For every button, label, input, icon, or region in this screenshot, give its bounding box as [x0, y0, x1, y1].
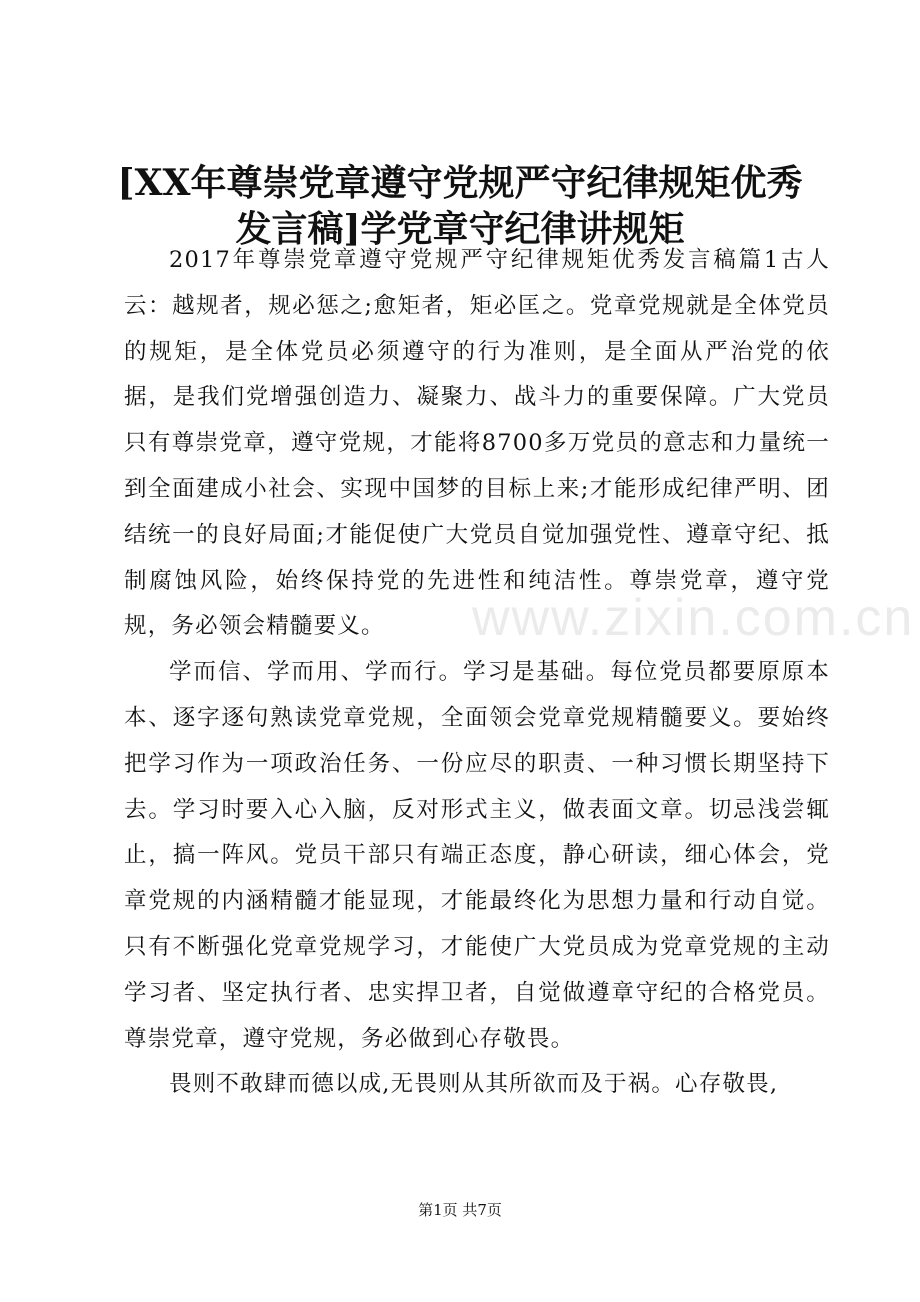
document-body — [124, 238, 830, 1108]
document-title: [XX年尊崇党章遵守党规严守纪律规矩优秀发言稿]学党章守纪律讲规矩 — [117, 162, 803, 250]
page-footer: 第1页 共7页 — [418, 1201, 502, 1219]
paragraph-2: 学而信、学而用、学而行。学习是基础。每位党员都要原原本本、逐字逐句熟读党章党规，全面领会党章党规精髓要义。要始终把学习作为一项政治任务、一份应尽的职责、一种习惯长期坚持下去。学习时要入心入脑，反对形式主义，做表面文章。切忌浅尝辄止，搞一阵风。党员干部只有端正态度，静心研读，细心体会，党章党规的内涵精髓才能显现，才能最终化为思想力量和行动自觉。只有不断强化党章党规学习，才能使广大党员成为党章党规的主动学习者、坚定执行者、忠实捍卫者，自觉做遵章守纪的合格党员。尊崇党章，遵守党规，务必做到心存敬畏。 — [124, 659, 830, 1052]
watermark-text: www.zixin.com.cn — [472, 589, 915, 647]
paragraph-1: 2017年尊崇党章遵守党规严守纪律规矩优秀发言稿篇1古人云：越规者，规必惩之;愈矩者，矩必匡之。党章党规就是全体党员的规矩，是全体党员必须遵守的行为准则，是全面从严治党的依据，是我们党增强创造力、凝聚力、战斗力的重要保障。广大党员只有尊崇党章，遵守党规，才能将8700多万党员的意志和力量统一到全面建成小社会、实现中国梦的目标上来;才能形成纪律严明、团结统一的良好局面;才能促使广大党员自觉加强党性、遵章守纪、抵制腐蚀风险，始终保持党的先进性和纯洁性。尊崇党章，遵守党规，务必领会精髓要义。 — [124, 247, 830, 640]
paragraph-3: 畏则不敢肆而德以成,无畏则从其所欲而及于祸。心存敬畏, — [169, 1071, 779, 1098]
